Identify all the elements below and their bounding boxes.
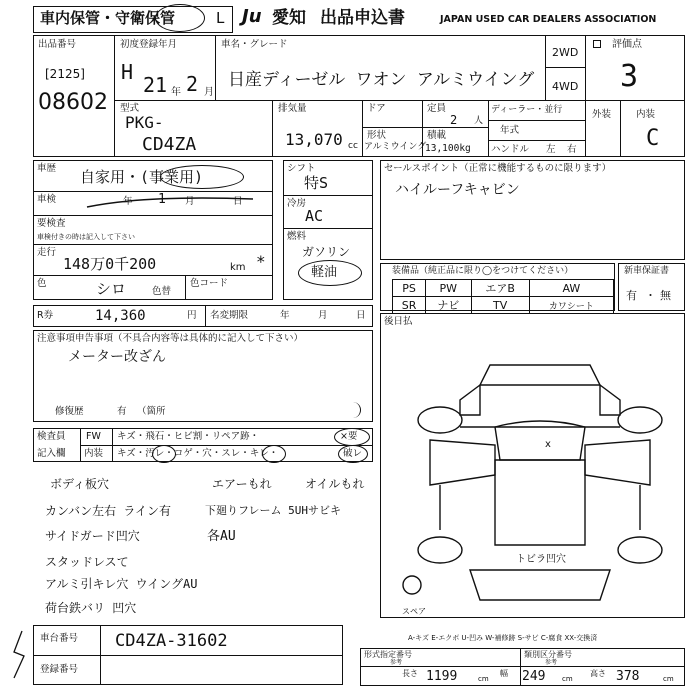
equipment-item: AW (529, 280, 613, 297)
width-value: 249 (522, 669, 546, 684)
remark-right-line: エアーもれ (212, 477, 272, 491)
width-label: 幅 (500, 669, 508, 678)
first-reg-month: 2 (186, 72, 199, 96)
ext-label: 外装 (592, 109, 612, 120)
remark-line: ボディ板穴 (50, 477, 110, 491)
color-change: 色替 (152, 286, 172, 297)
equipment-label: 装備品（純正品に限り◯をつけてください） (392, 266, 574, 276)
history-label: 車歴 (37, 163, 57, 174)
damage-legend: A-キズ E-エクボ U-凹み W-補修跡 S-サビ C-腐食 XX-交換済 (408, 634, 598, 642)
storage-circle (155, 4, 205, 32)
remark-line: カンバン左右 ライン有 (45, 504, 172, 518)
first-reg-month-unit: 月 (204, 87, 214, 98)
vehicle-diagram (400, 355, 680, 610)
first-reg-year-unit: 年 (171, 87, 181, 98)
form-title: 出品申込書 (320, 8, 405, 28)
fw-text: キズ・飛石・ヒビ割・リペア跡・ (117, 431, 260, 442)
length-label: 長さ (402, 669, 418, 678)
form-no-label: 形式指定番号 (364, 650, 412, 659)
owner-change-year: 年 (280, 310, 290, 321)
displacement-value: 13,070 (285, 130, 343, 149)
remark-line: スタッドレスて (45, 555, 129, 569)
equipment-item: PS (393, 280, 426, 297)
equipment-item: TV (471, 297, 529, 314)
ac-value: AC (305, 207, 324, 225)
equipment-item: PW (426, 280, 471, 297)
length-value: 1199 (426, 669, 458, 684)
recycle-value: 14,360 (95, 308, 146, 324)
fuel-value2: 軽油 (311, 265, 338, 280)
svg-text:x: x (545, 439, 551, 450)
owner-change-day: 日 (356, 310, 366, 321)
ac-label: 冷房 (287, 198, 307, 209)
height-label: 高さ (590, 669, 606, 678)
owner-change-label: 名変期限 (210, 310, 249, 321)
int-value: C (646, 126, 660, 151)
doors-label: ドア (367, 103, 386, 114)
recycle-unit: 円 (187, 310, 197, 321)
storage-letter: L (216, 9, 225, 27)
equipment-item: ナビ (426, 297, 471, 314)
chassis-label: 車台番号 (40, 633, 79, 644)
grade-label: 評価点 (612, 39, 642, 50)
association-name: JAPAN USED CAR DEALERS ASSOCIATION (440, 14, 657, 25)
first-reg-era: H (121, 60, 134, 84)
equipment-item: SR (393, 297, 426, 314)
notes-value: メーター改ざん (68, 349, 166, 365)
repair-label: 修復歴 (55, 406, 84, 417)
remark-right-line: 各AU (207, 529, 236, 544)
length-unit: cm (478, 675, 489, 683)
remark-right-line: 下廻りフレーム 5UHサビキ (205, 504, 342, 517)
floor-note: トビラ凹穴 (516, 554, 566, 565)
fw-last: ×要 (340, 431, 358, 442)
recycle-label: R券 (37, 310, 54, 321)
lot-label: 出品番号 (38, 39, 77, 50)
top-table (33, 35, 685, 157)
handle-left: 左 (546, 144, 556, 155)
history-value: 自家用・(事業用) (80, 168, 204, 186)
fuel-value1: ガソリン (302, 245, 351, 259)
inspector-label1: 検査員 (37, 431, 66, 442)
drive-4wd: 4WD (552, 80, 579, 93)
remark-line: アルミ引キレ穴 ウイングAU (45, 577, 198, 591)
inspection-value: 1 (158, 192, 166, 207)
owner-change-month: 月 (318, 310, 328, 321)
fuel-circle (298, 260, 362, 286)
drive-2wd: 2WD (552, 46, 579, 59)
load-value: 13,100kg (425, 143, 471, 154)
displacement-label: 排気量 (278, 103, 307, 114)
width-unit: cm (562, 675, 573, 683)
car-name-label: 車名・グレード (221, 39, 288, 50)
height-value: 378 (616, 669, 640, 684)
history-circle (160, 165, 244, 189)
shift-value: 特S (304, 174, 329, 192)
displacement-unit: cc (348, 141, 358, 151)
first-reg-year: 21 (143, 73, 168, 97)
class-no-label: 類別区分番号 (524, 650, 572, 659)
inspection-strike (85, 193, 255, 213)
shape-label: 形状 (367, 130, 387, 141)
fw-label: FW (86, 431, 101, 442)
grade-box-corner (593, 40, 601, 48)
mileage-unit: km (230, 262, 246, 273)
shift-label: シフト (287, 163, 316, 174)
car-name-value: 日産ディーゼル ワオン アルミウイング (228, 70, 535, 90)
remark-right-line: オイルもれ (305, 477, 365, 491)
capacity-label: 定員 (427, 103, 447, 114)
form-no-ref: 参考 (390, 659, 403, 666)
inspection-label: 車検 (37, 194, 57, 205)
capacity-value: 2 (450, 113, 458, 127)
in-last: 破レ (343, 448, 363, 459)
in-label: 内装 (84, 448, 104, 459)
model-line2: CD4ZA (142, 134, 197, 155)
sales-point-label: セールスポイント（正常に機能するものに限ります） (384, 163, 612, 174)
model-line1: PKG- (125, 113, 164, 132)
shape-value: アルミウイング (364, 142, 427, 152)
repair-value: 有 (117, 406, 127, 417)
equipment-item: エアB (471, 280, 529, 297)
ju-logo: Ju (242, 6, 262, 27)
repair-place: （箇所 (137, 406, 166, 417)
year-label: 年式 (500, 125, 520, 136)
int-label: 内装 (636, 109, 656, 120)
lot-number: 08602 (38, 90, 108, 115)
height-unit: cm (663, 675, 674, 683)
in-text: キズ・汚レ・コゲ・穴・スレ・キレ・ (117, 448, 279, 459)
org-name: 愛知 (272, 8, 306, 28)
chassis-value: CD4ZA-31602 (115, 631, 228, 651)
chassis-scribble (8, 628, 30, 683)
handle-label: ハンドル (491, 144, 530, 155)
load-label: 積載 (427, 130, 447, 141)
mileage-label: 走行 (37, 247, 57, 258)
capacity-unit: 人 (474, 116, 484, 126)
first-reg-label: 初度登録年月 (120, 39, 178, 50)
spare-label: スペア (402, 607, 426, 616)
new-warranty-dot: ・ (645, 289, 656, 302)
mileage-value: 148万0千200 (63, 255, 157, 273)
new-warranty-no: 無 (660, 289, 671, 302)
inspection-year: 年 (123, 196, 133, 207)
color-code-label: 色コード (190, 278, 229, 289)
inspection-month: 月 (185, 196, 195, 207)
color-label: 色 (37, 278, 47, 289)
rear-date-label: 後日払 (384, 316, 413, 327)
class-no-ref: 参考 (545, 659, 558, 666)
equipment-table (392, 279, 614, 314)
dealer-label: ディーラー・並行 (491, 105, 563, 115)
inspector-label2: 記入欄 (37, 448, 66, 459)
color-value: シロ (96, 280, 127, 298)
handle-right: 右 (567, 144, 577, 155)
new-warranty-label: 新車保証書 (624, 266, 670, 276)
required-sub: 車検付きの時は記入して下さい (37, 233, 135, 241)
new-warranty-yes: 有 (626, 289, 637, 302)
sales-point-value: ハイルーフキャビン (395, 182, 520, 198)
grade-value: 3 (620, 59, 639, 94)
inspection-day: 日 (233, 196, 243, 207)
notes-label: 注意事項申告事項（不具合内容等は具体的に記入して下さい） (37, 333, 304, 344)
storage-label: 車内保管・守衛保管 (40, 9, 176, 27)
lot-bracket: [2125] (45, 67, 85, 81)
remark-line: サイドガード凹穴 (45, 529, 140, 543)
equipment-item: カワシート (529, 297, 613, 314)
model-label: 型式 (120, 103, 140, 114)
mileage-mark: * (256, 252, 266, 271)
reg-no-label: 登録番号 (40, 664, 79, 675)
remark-line: 荷台鉄バリ 凹穴 (45, 601, 137, 615)
sales-point-block (380, 160, 685, 260)
required-label: 要検査 (37, 218, 66, 229)
fuel-label: 燃料 (287, 231, 307, 242)
